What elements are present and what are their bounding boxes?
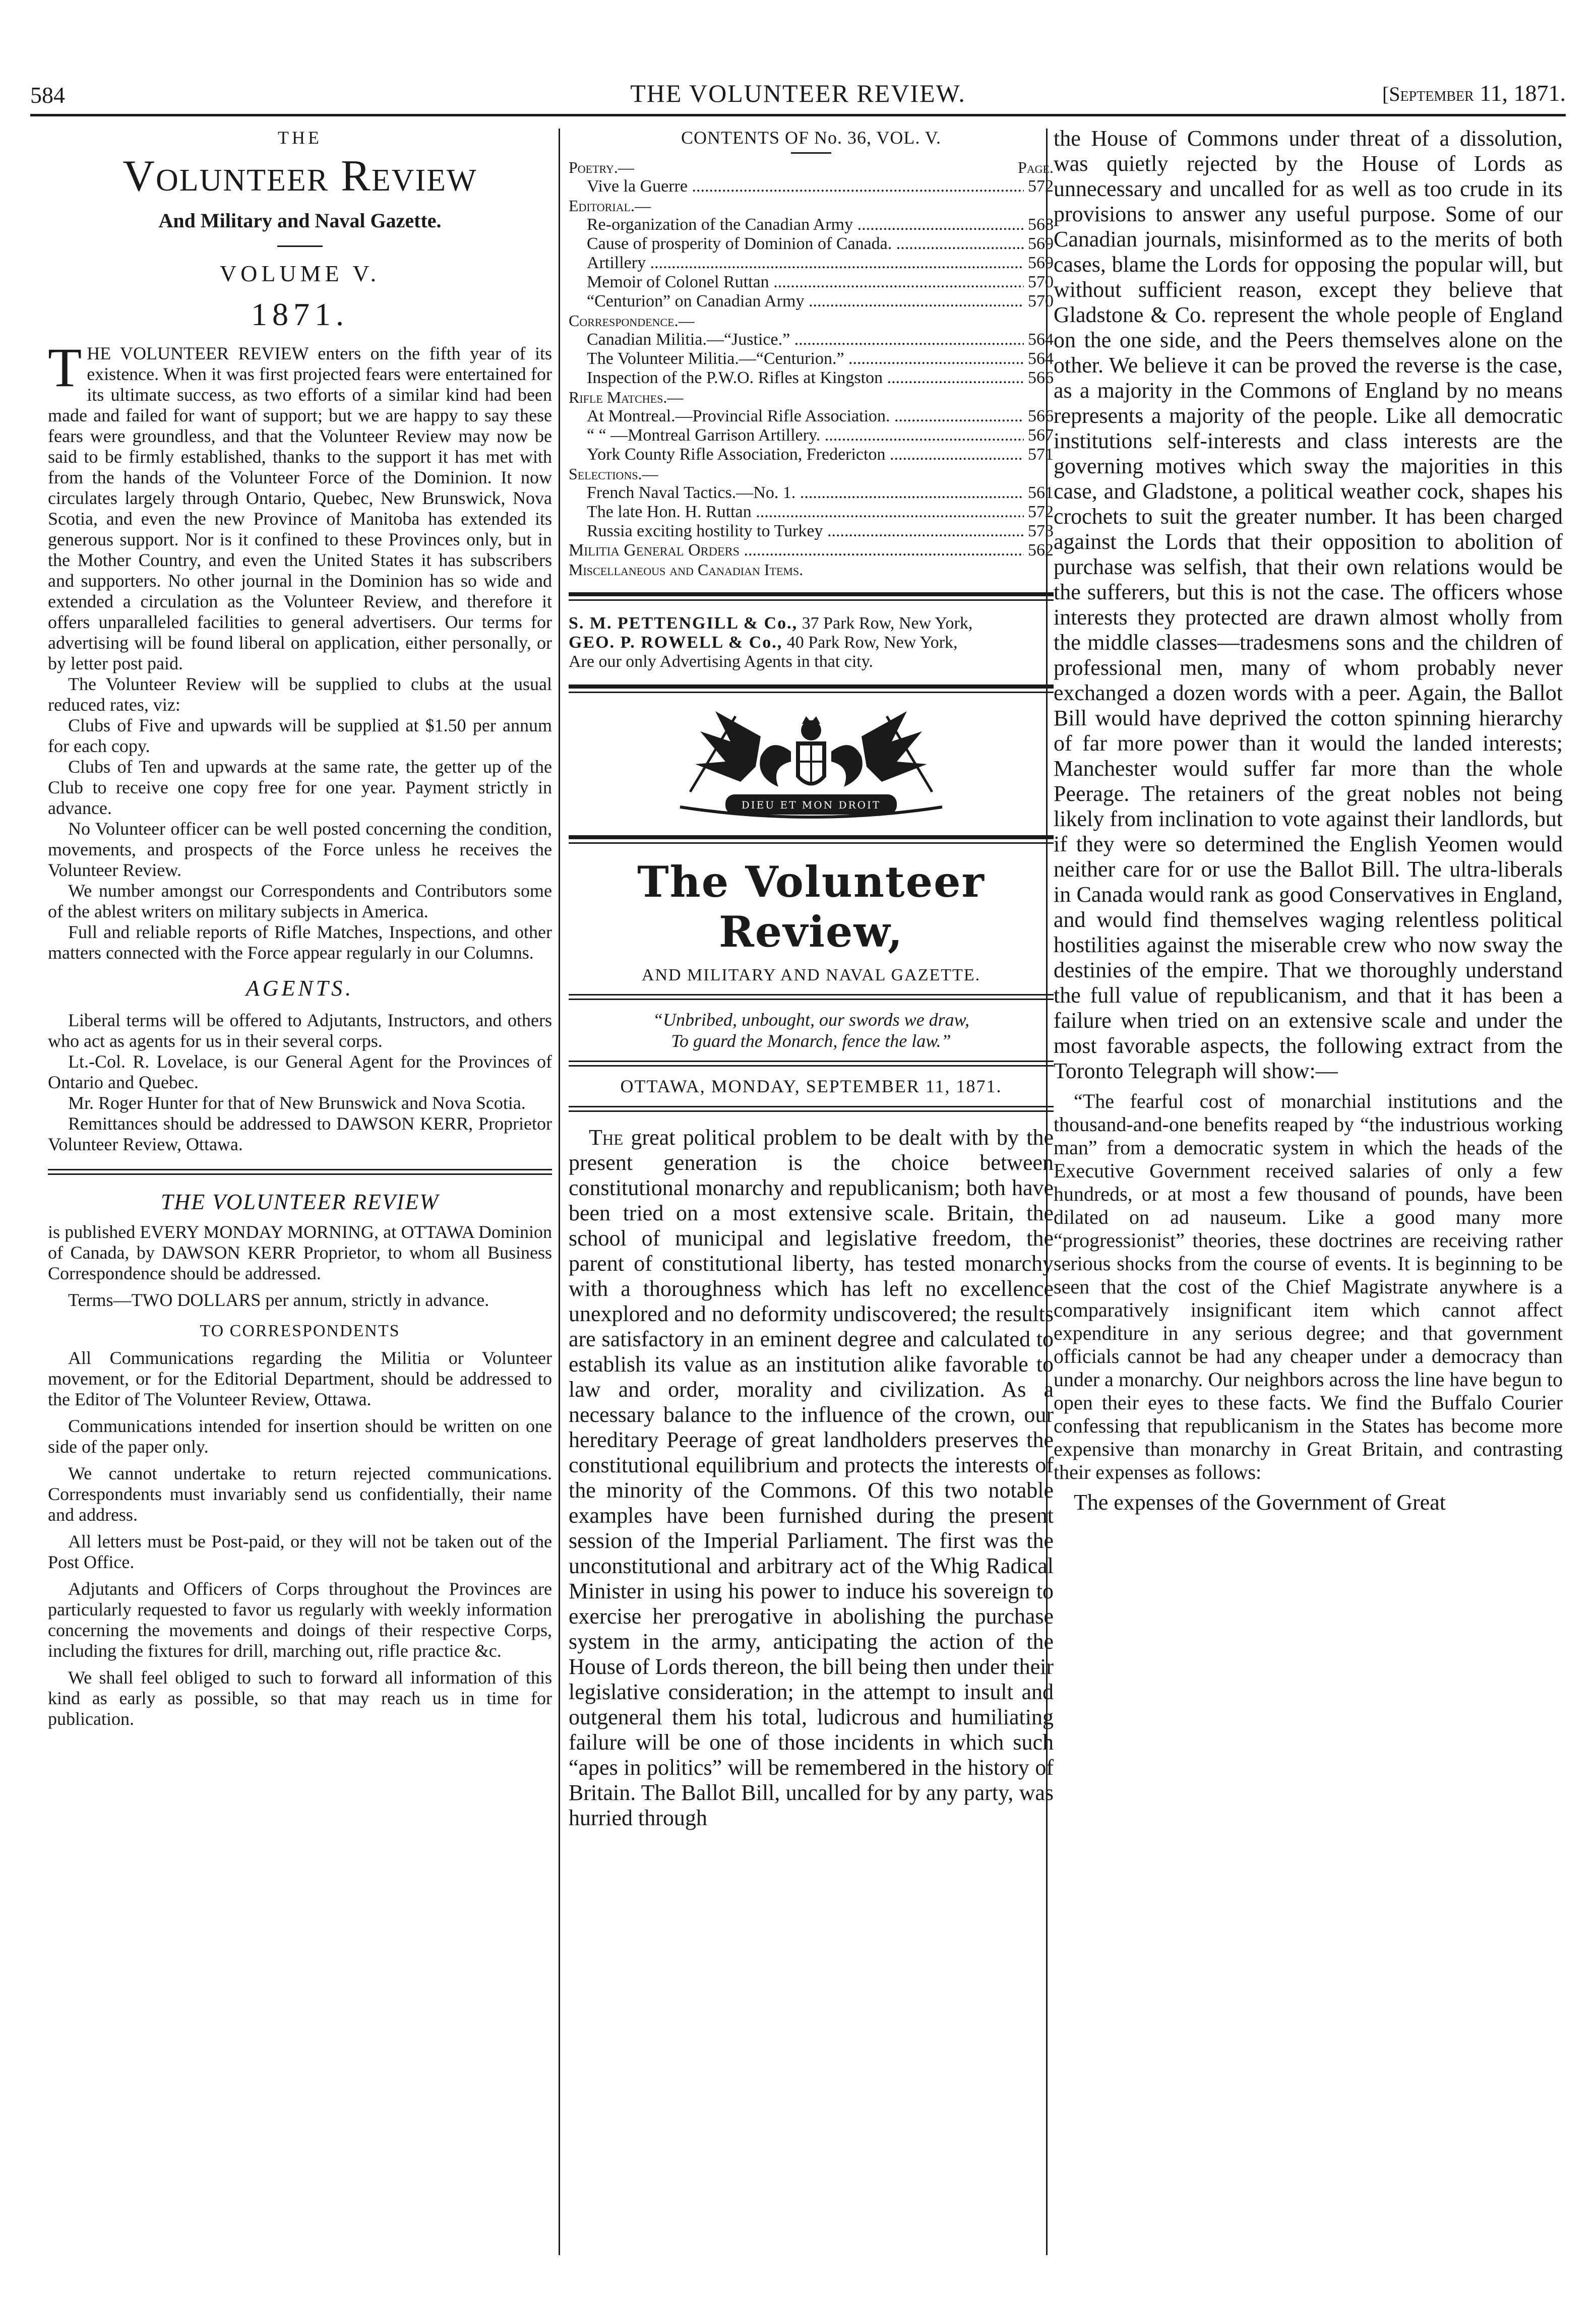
toc-entry-page: 570 xyxy=(1028,292,1054,310)
agents-paragraph-3: Mr. Roger Hunter for that of New Brunswick and Nova Scotia. xyxy=(68,1093,526,1113)
header-rule xyxy=(30,114,1566,116)
banner-motto-line-2: To guard the Monarch, fence the law.” xyxy=(671,1031,951,1051)
correspondents-paragraph-4: All letters must be Post-paid, or they will not be taken out of the Post Office. xyxy=(48,1531,552,1572)
toc-entry xyxy=(569,522,1054,541)
toc-entry-title: At Montreal.—Provincial Rifle Association. ..... xyxy=(587,407,1024,426)
toc-entry-page: 569 xyxy=(1028,234,1054,253)
toc-entry-title: The late Hon. H. Ruttan ..... xyxy=(587,503,1024,522)
publication-terms: Terms—TWO DOLLARS per annum, strictly in advance. xyxy=(68,1290,489,1310)
telegraph-extract: “The fearful cost of monarchial institutions and the thousand-and-one benefits reaped by “the industrious working man” from a democratic system in which the heads of the Executive Government received salaries of only a few hundreds, or at most a few thousand of pounds, have been dilated on ad nauseum. Like a good many more “progressionist” theories, these doctrines are receiving rather serious shocks from the course of events. It is beginning to be seen that the cost of the Chief Magistrate anywhere is a comparatively insignificant item which cannot affect expenditure in any serious degree; and that government officials cannot be had any cheaper under a democracy than under a monarchy. Our neighbors across the line have begun to open their eyes to these facts. We find the Buffalo Courier confessing that republicanism in the States has become more expensive than monarchy in Great Britain, and contrasting their expenses as follows: xyxy=(1054,1090,1563,1483)
intro-paragraph-5: No Volunteer officer can be well posted concerning the condition, movements, and prospects of the Force unless he receives the Volunteer Review. xyxy=(48,819,552,880)
toc-entry-title: Canadian Militia.—“Justice.” ..... xyxy=(587,330,1024,349)
contents-bottom-rule xyxy=(569,592,1054,601)
toc-entry-title: Inspection of the P.W.O. Rifles at Kingston ..... xyxy=(587,368,1024,388)
masthead-subtitle: And Military and Naval Gazette. xyxy=(158,209,442,232)
toc-entry-title: Re-organization of the Canadian Army ..... xyxy=(587,215,1024,234)
toc-entry xyxy=(569,292,1054,311)
toc-entry xyxy=(569,407,1054,426)
contents-rule xyxy=(791,152,831,154)
toc-entry-page: 567 xyxy=(1028,426,1054,445)
editorial-paragraph-col2 xyxy=(569,1125,1054,1831)
intro-paragraph-6: We number amongst our Correspondents and Contributors some of the ablest writers on military subjects in America. xyxy=(48,881,552,921)
publication-heading: THE VOLUNTEER REVIEW xyxy=(161,1190,439,1214)
correspondents-heading: TO CORRESPONDENTS xyxy=(200,1322,400,1340)
advertising-agent-2 xyxy=(569,633,1054,652)
advertising-note: Are our only Advertising Agents in that city. xyxy=(569,652,874,671)
toc-section-name: Rifle Matches.— xyxy=(569,388,684,406)
toc-entry-title: Militia General Orders ..... xyxy=(569,541,1024,560)
running-date-day-year: 11, 1871. xyxy=(1480,80,1566,106)
banner-subtitle: AND MILITARY AND NAVAL GAZETTE. xyxy=(641,966,981,984)
toc-entry-title: York County Rifle Association, Fredericton ..... xyxy=(587,445,1024,464)
masthead-the: THE xyxy=(278,128,322,148)
toc-entry xyxy=(569,330,1054,349)
toc-entry-page: 561 xyxy=(1028,483,1054,502)
toc-entry xyxy=(569,445,1054,464)
coat-of-arms-icon xyxy=(670,706,952,822)
banner-motto xyxy=(569,1009,1054,1051)
editorial-dateline: OTTAWA, MONDAY, SEPTEMBER 11, 1871. xyxy=(620,1076,1002,1096)
agents-paragraph-4: Remittances should be addressed to DAWSON KERR, Proprietor Volunteer Review, Ottawa. xyxy=(48,1113,552,1154)
royal-crest xyxy=(569,706,1054,822)
agents-paragraph-2: Lt.-Col. R. Lovelace, is our General Agent for the Provinces of Ontario and Quebec. xyxy=(48,1051,552,1092)
column-2 xyxy=(569,126,1054,2258)
toc-entry xyxy=(569,349,1054,368)
toc-entry xyxy=(569,177,1054,196)
toc-entry xyxy=(569,368,1054,388)
banner-rule-3 xyxy=(569,1106,1054,1112)
intro-paragraph-1 xyxy=(48,337,552,674)
toc-section-name: Poetry.— xyxy=(569,158,634,176)
toc-page-label: Page. xyxy=(1017,158,1054,176)
toc-entry-title: “ “ —Montreal Garrison Artillery. ..... xyxy=(587,426,1024,445)
toc-entry-page: 566 xyxy=(1028,368,1054,387)
toc-entry xyxy=(569,503,1054,522)
column-1 xyxy=(48,126,552,2258)
agents-heading: AGENTS. xyxy=(245,976,354,1001)
toc-entry-page: 569 xyxy=(1028,254,1054,272)
banner-rule-1 xyxy=(569,994,1054,1000)
editorial-text-col2: great political problem to be dealt with by the present generation is the choice between constitutional monarchy and republicanism; both have been tried on a most extensive scale. Britain, the school of municipal and legislative freedom, the parent of constitutional liberty, has tested monarchy with a thoroughness which has left no excellence unexplored and no deformity undiscovered; the results are satisfactory in an eminent degree and calculated to establish its value as an institution alike favorable to law and order, morality and civilization. As a necessary balance to the influence of the crown, our hereditary Peerage of great landholders preserves the constitutional equilibrium and protects the interests of the minority of the Commons. Of this two notable examples have been furnished during the present session of the Imperial Parliament. The first was the unconstitutional and arbitrary act of the Whig Radical Minister in using his power to induce his sovereign to exercise her prerogative in abolishing the purchase system in the army, anticipating the action of the House of Lords thereon, the bill being then under their legislative consideration; in the attempt to insult and outgeneral them his total, ludicrous and humiliating failure will be one of those incidents in which such “apes in politics” will be remembered in the history of Britain. The Ballot Bill, uncalled for by any party, was hurried through xyxy=(569,1125,1054,1830)
table-of-contents xyxy=(569,158,1054,579)
editorial-paragraph-col3: the House of Commons under threat of a dissolution, was quietly rejected by the House of Lords as unnecessary and uncalled for as well as too crude in its provisions to answer any useful purpose. Some of our Canadian journals, misinformed as to the merits of both cases, blame the Lords for opposing the popular will, but without sufficient reason, except they believe that Gladstone & Co. represent the whole people of England on the one side, and the Peers themselves alone on the other. We believe it can be proved the reverse is the case, as a majority in the Commons of England by no means represents a majority of the people. Like all democratic institutions self-interests and class interests are the governing motives which sway the majorities in this case, and Gladstone, a political weather cock, shapes his crochets to suit the greater number. It has been charged against the Lords that their opposition to abolition of purchase was selfish, that their own relations would be the sufferers, but this is not the case. The officers whose interests they protected are drawn almost wholly from the middle classes—tradesmens sons and the children of professional men, many of whom probably never exchanged a dozen words with a peer. Again, the Ballot Bill would have deprived the cotton spinning hierarchy of far more power than it would the landed interests; Manchester would suffer far more than the whole Peerage. The retainers of the great nobles not being likely from inclination to vote against their landlords, but if they were so determined the English Yeomen would neither care for or use the Ballot Bill. The ultra-liberals in Canada would rank as good Conservatives in England, and would find themselves waging relentless political hostilities against the miserable crew who now sway the destinies of the empire. That we thoroughly understand the full value of republicanism, and that it has been a failure when tried on an extensive scale and under the most favorable aspects, the following extract from the Toronto Telegraph will show:— xyxy=(1054,126,1563,1083)
intro-paragraph-3: Clubs of Five and upwards will be supplied at $1.50 per annum for each copy. xyxy=(48,715,552,756)
editorial-continued-line: The expenses of the Government of Great xyxy=(1074,1490,1446,1515)
toc-entry-page: 564 xyxy=(1028,349,1054,368)
volume-year: 1871. xyxy=(251,296,349,332)
crest-top-rule xyxy=(569,684,1054,693)
toc-section-name: Editorial.— xyxy=(569,197,651,215)
double-rule xyxy=(48,1169,552,1175)
advertising-address-1: 37 Park Row, New York, xyxy=(802,614,973,633)
intro-paragraph-4: Clubs of Ten and upwards at the same rate, the getter up of the Club to receive one copy free for one year. Payment strictly in advance. xyxy=(48,757,552,818)
agents-paragraph-1: Liberal terms will be offered to Adjutants, Instructors, and others who act as agents for us in their several corps. xyxy=(48,1010,552,1051)
editorial-lead-word: The xyxy=(589,1125,624,1150)
toc-entry-page: 572 xyxy=(1028,503,1054,521)
toc-misc: Miscellaneous and Canadian Items. xyxy=(569,561,804,579)
toc-entry-page: 573 xyxy=(1028,522,1054,540)
column-3 xyxy=(1054,126,1563,2258)
toc-entry-page: 562 xyxy=(1028,541,1054,559)
volume-label: VOLUME V. xyxy=(219,261,381,286)
running-date xyxy=(1382,80,1566,106)
toc-entry-title: Memoir of Colonel Ruttan ..... xyxy=(587,273,1024,292)
correspondents-paragraph-6: We shall feel obliged to such to forward all information of this kind as early as possible, so that may reach us in time for publication. xyxy=(48,1667,552,1729)
intro-paragraph-2: The Volunteer Review will be supplied to clubs at the usual reduced rates, viz: xyxy=(48,674,552,715)
toc-header-row xyxy=(569,158,1054,177)
toc-entry xyxy=(569,273,1054,292)
banner-top-rule xyxy=(569,835,1054,844)
toc-entry-page: 572 xyxy=(1028,177,1054,196)
intro-text-1: HE VOLUNTEER REVIEW enters on the fifth year of its existence. When it was first projected fears were entertained for its ultimate success, as two efforts of a similar kind had been made and failed for want of support; but we are happy to say these fears were groundless, and that the Volunteer Review may now be said to be firmly established, thanks to the support it has met with from the hands of the Volunteer Force of the Dominion. It now circulates largely through Ontario, Quebec, New Brunswick, Nova Scotia, and even the new Province of Manitoba has extended its generous support. Nor is it confined to these Provinces only, but in the Mother Country, and even the United States it has subscribers and supporters. No other journal in the Dominion has so wide and extended a circulation as the Volunteer Review, and therefore it offers unparalleled facilities to general advertisers. Our terms for advertising will be found liberal on application, either personally, or by letter post paid. xyxy=(48,343,552,673)
advertising-agents xyxy=(569,614,1054,671)
toc-entry-page: 568 xyxy=(1028,215,1054,234)
toc-entry-page: 566 xyxy=(1028,407,1054,425)
toc-entry-page: 571 xyxy=(1028,445,1054,464)
toc-entry-title: “Centurion” on Canadian Army ..... xyxy=(587,292,1024,311)
masthead-title: Volunteer Review xyxy=(122,152,477,201)
toc-entry xyxy=(569,541,1054,560)
toc-entry-title: Vive la Guerre ..... xyxy=(587,177,1024,196)
column-divider-1 xyxy=(559,129,560,2255)
toc-entry xyxy=(569,254,1054,273)
toc-entry xyxy=(569,426,1054,445)
drop-cap: T xyxy=(48,337,82,398)
advertising-firm-1: S. M. PETTENGILL & Co., xyxy=(569,614,798,633)
toc-entry-title: French Naval Tactics.—No. 1. ..... xyxy=(587,483,1024,503)
advertising-agent-1 xyxy=(569,614,1054,633)
advertising-address-2: 40 Park Row, New York, xyxy=(786,633,958,652)
toc-entry-title: The Volunteer Militia.—“Centurion.” ..... xyxy=(587,349,1024,368)
correspondents-paragraph-2: Communications intended for insertion should be written on one side of the paper only. xyxy=(48,1416,552,1457)
toc-entry-title: Cause of prosperity of Dominion of Canada. ..... xyxy=(587,234,1024,254)
short-rule xyxy=(277,245,323,247)
toc-entry-title: Russia exciting hostility to Turkey ..... xyxy=(587,522,1024,541)
running-title: THE VOLUNTEER REVIEW. xyxy=(630,79,966,107)
toc-section-name: Selections.— xyxy=(569,465,658,483)
correspondents-paragraph-1: All Communications regarding the Militia or Volunteer movement, or for the Editorial Department, should be addressed to the Editor of The Volunteer Review, Ottawa. xyxy=(48,1348,552,1409)
banner-rule-2 xyxy=(569,1061,1054,1067)
page-header xyxy=(30,76,1566,111)
toc-entry xyxy=(569,483,1054,503)
toc-entry-page: 570 xyxy=(1028,273,1054,291)
toc-section-name: Correspondence.— xyxy=(569,312,695,330)
correspondents-paragraph-5: Adjutants and Officers of Corps throughout the Provinces are particularly requested to favor us regularly with weekly information concerning the movements and doings of their respective Corps, including the fixtures for drill, marching out, rifle practice &c. xyxy=(48,1579,552,1661)
correspondents-paragraph-3: We cannot undertake to return rejected communications. Correspondents must invariably send us confidentially, their name and address. xyxy=(48,1463,552,1525)
publication-paragraph-1: is published EVERY MONDAY MORNING, at OTTAWA Dominion of Canada, by DAWSON KERR Proprietor, to whom all Business Correspondence should be addressed. xyxy=(48,1222,552,1283)
svg-text:DIEU ET MON DROIT: DIEU ET MON DROIT xyxy=(741,799,881,811)
toc-entry xyxy=(569,234,1054,254)
banner-motto-line-1: “Unbribed, unbought, our swords we draw, xyxy=(652,1010,970,1030)
toc-entry xyxy=(569,215,1054,234)
toc-entry-page: 564 xyxy=(1028,330,1054,349)
advertising-firm-2: GEO. P. ROWELL & Co., xyxy=(569,633,783,652)
page-number: 584 xyxy=(30,82,65,108)
intro-paragraph-7: Full and reliable reports of Rifle Matches, Inspections, and other matters connected with the Force appear regularly in our Columns. xyxy=(48,922,552,963)
toc-entry-title: Artillery ..... xyxy=(587,254,1024,273)
contents-heading: CONTENTS OF No. 36, VOL. V. xyxy=(681,128,942,148)
blackletter-title: The Volunteer Review, xyxy=(637,857,985,957)
running-date-month: [September xyxy=(1382,83,1474,105)
